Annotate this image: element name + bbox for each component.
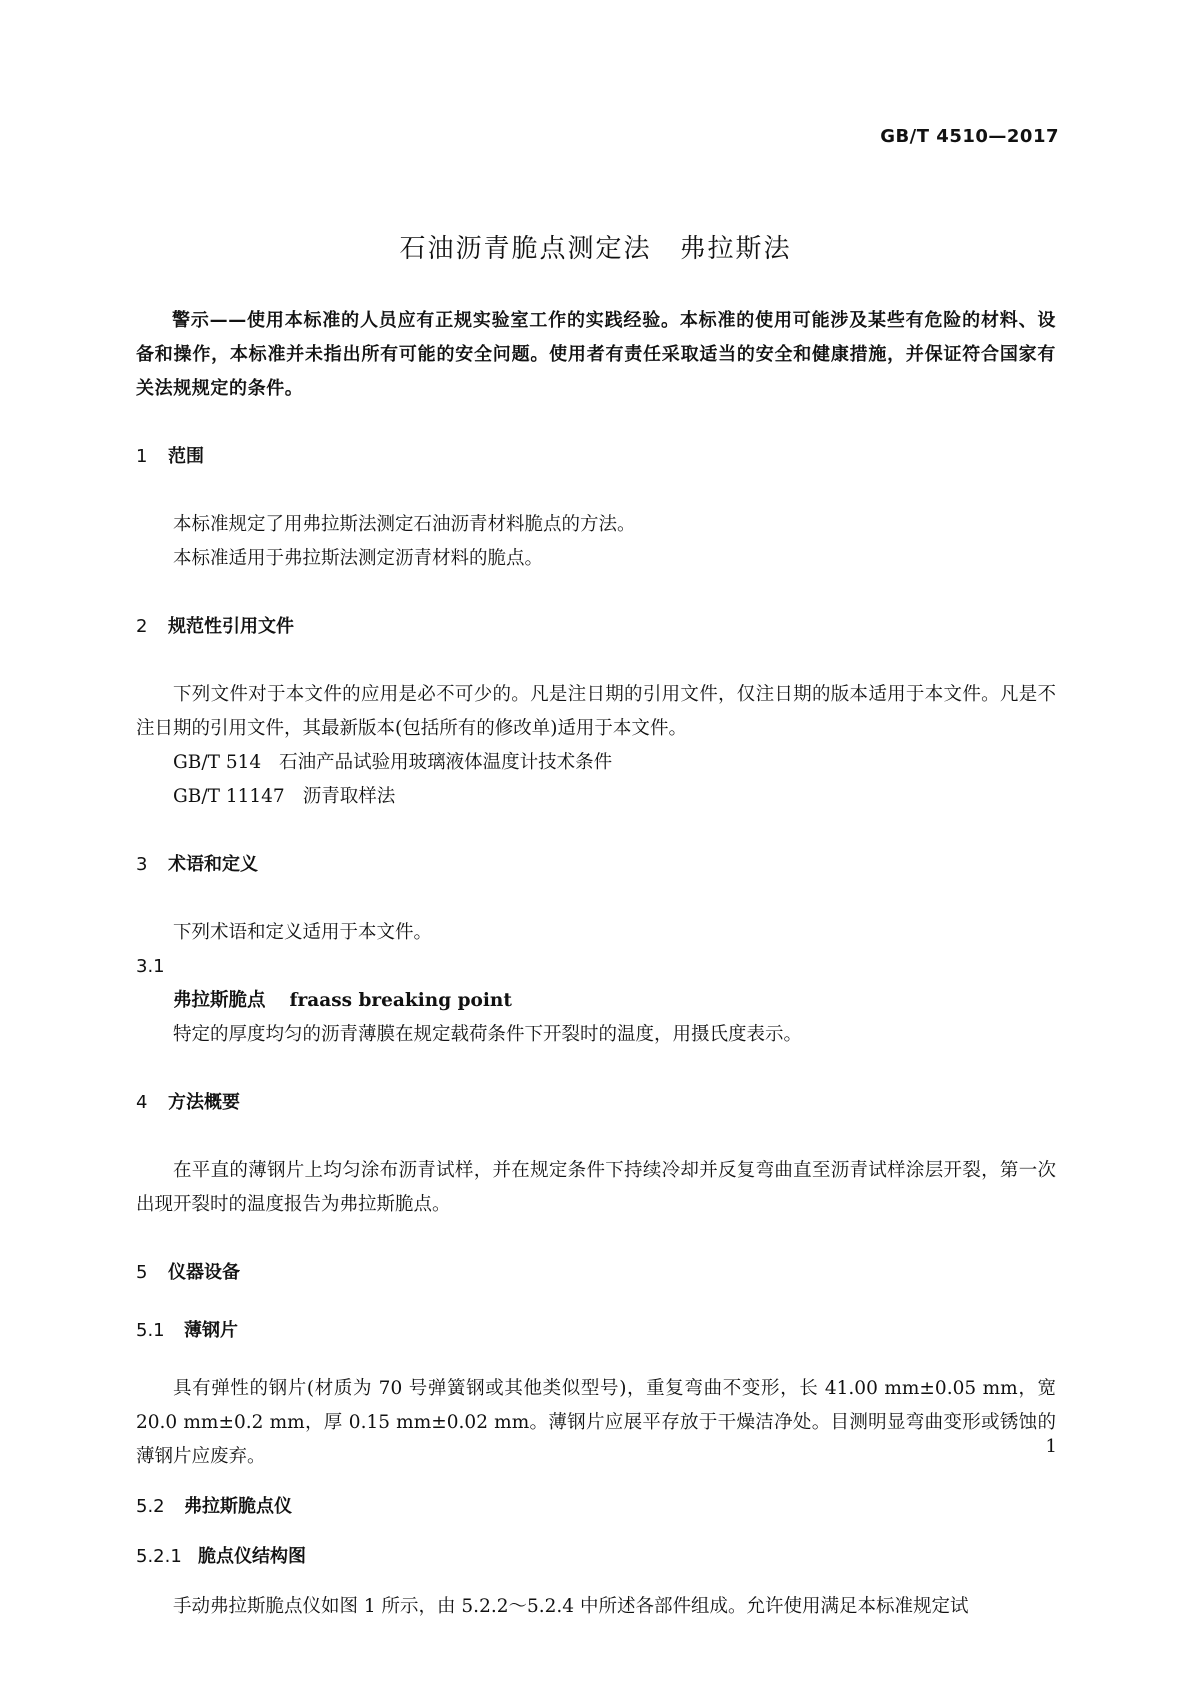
section-heading-terms — [136, 848, 1056, 882]
section-heading-normative-references — [136, 610, 1056, 644]
section-number: 3 — [136, 854, 148, 875]
section-number: 1 — [136, 446, 148, 467]
section-heading-apparatus — [136, 1256, 1056, 1290]
paragraph: 在平直的薄钢片上均匀涂布沥青试样，并在规定条件下持续冷却并反复弯曲直至沥青试样涂层开裂，第一次出现开裂时的温度报告为弗拉斯脆点。 — [136, 1160, 1056, 1215]
section-title: 方法概要 — [168, 1092, 240, 1113]
document-title: 石油沥青脆点测定法 弗拉斯法 — [399, 234, 792, 264]
subsection-number: 5.2 — [136, 1496, 165, 1517]
term-english: fraass breaking point — [289, 990, 512, 1011]
term-number: 3.1 — [136, 956, 165, 977]
section-number: 4 — [136, 1092, 148, 1113]
subsection-heading-structure-diagram — [136, 1540, 1056, 1574]
reference-item — [136, 780, 1056, 814]
reference-item — [136, 746, 1056, 780]
subsection-title: 弗拉斯脆点仪 — [184, 1496, 292, 1517]
reference-code: GB/T 11147 — [173, 786, 285, 807]
standard-code: GB/T 4510—2017 — [880, 126, 1059, 147]
warning-paragraph: 警示——使用本标准的人员应有正规实验室工作的实践经验。本标准的使用可能涉及某些有危险的材料、设备和操作，本标准并未指出所有可能的安全问题。使用者有责任采取适当的安全和健康措施，并保证符合国家有关法规规定的条件。 — [136, 310, 1056, 399]
section-heading-scope — [136, 440, 1056, 474]
paragraph: 下列术语和定义适用于本文件。 — [173, 922, 433, 943]
term-chinese: 弗拉斯脆点 — [173, 990, 266, 1011]
subsection-title: 薄钢片 — [184, 1320, 238, 1341]
section-heading-method-summary — [136, 1086, 1056, 1120]
section-title: 仪器设备 — [168, 1262, 240, 1283]
subsection-number: 5.2.1 — [136, 1546, 182, 1567]
section-number: 2 — [136, 616, 148, 637]
section-number: 5 — [136, 1262, 148, 1283]
subsection-heading-steel-strip — [136, 1314, 1056, 1348]
paragraph: 手动弗拉斯脆点仪如图 1 所示，由 5.2.2～5.2.4 中所述各部件组成。允许使用满足本标准规定试 — [173, 1596, 969, 1617]
reference-code: GB/T 514 — [173, 752, 262, 773]
term-definition: 特定的厚度均匀的沥青薄膜在规定载荷条件下开裂时的温度，用摄氏度表示。 — [173, 1024, 803, 1045]
paragraph: 具有弹性的钢片(材质为 70 号弹簧钢或其他类似型号)，重复弯曲不变形，长 41.00 mm±0.05 mm，宽 20.0 mm±0.2 mm，厚 0.15 mm±0.02 mm。薄钢片应展平存放于干燥洁净处。目测明显弯曲变形或锈蚀的薄钢片应废弃。 — [136, 1378, 1056, 1467]
paragraph: 下列文件对于本文件的应用是必不可少的。凡是注日期的引用文件，仅注日期的版本适用于本文件。凡是不注日期的引用文件，其最新版本(包括所有的修改单)适用于本文件。 — [136, 684, 1056, 739]
term-entry — [136, 984, 1056, 1018]
reference-title: 沥青取样法 — [302, 786, 396, 807]
subsection-heading-fraass-apparatus — [136, 1490, 1056, 1524]
reference-title: 石油产品试验用玻璃液体温度计技术条件 — [279, 752, 613, 773]
page-number: 1 — [1045, 1436, 1057, 1457]
section-title: 范围 — [168, 446, 204, 467]
section-title: 术语和定义 — [168, 854, 258, 875]
subsection-number: 5.1 — [136, 1320, 165, 1341]
section-title: 规范性引用文件 — [168, 616, 294, 637]
paragraph: 本标准适用于弗拉斯法测定沥青材料的脆点。 — [173, 548, 544, 569]
subsection-title: 脆点仪结构图 — [198, 1546, 306, 1567]
paragraph: 本标准规定了用弗拉斯法测定石油沥青材料脆点的方法。 — [173, 514, 636, 535]
document-body — [136, 304, 1056, 1624]
